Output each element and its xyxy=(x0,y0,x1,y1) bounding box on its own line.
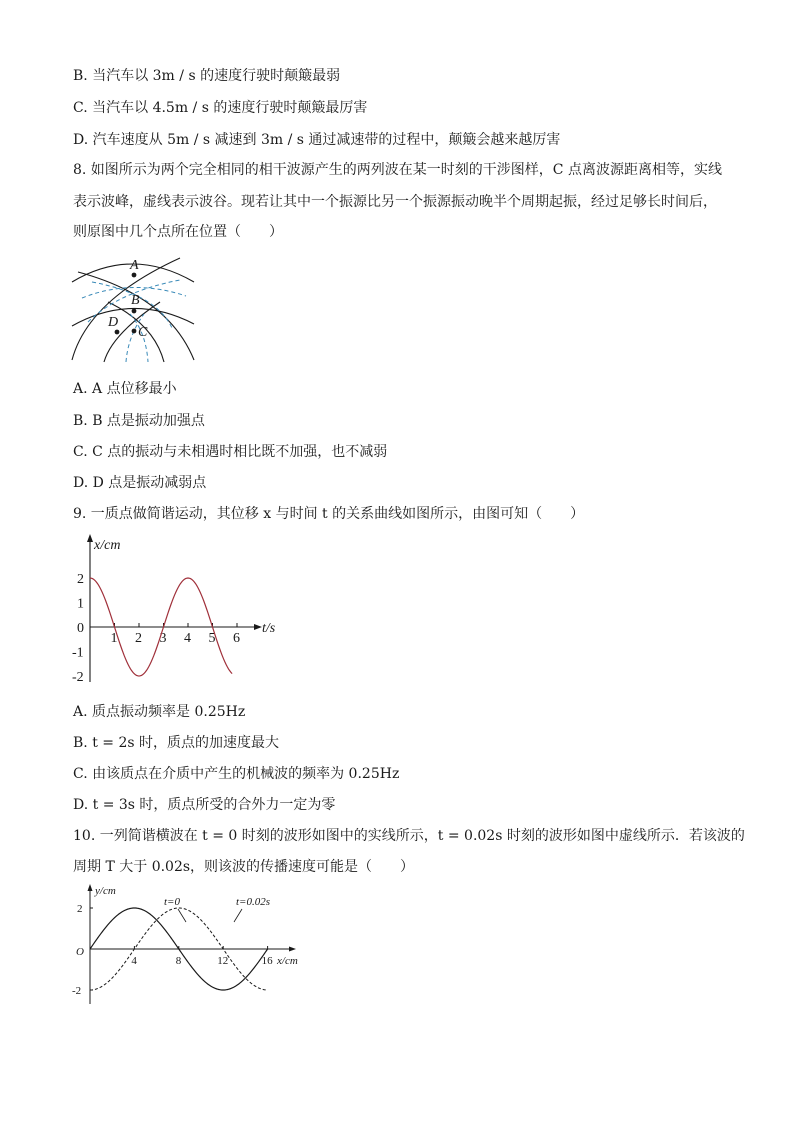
chart1-x-tick-label: 3 xyxy=(159,631,167,646)
label-b: B xyxy=(131,293,140,308)
chart2-x-tick-label: 16 xyxy=(261,955,273,967)
chart1-y-tick-label: 1 xyxy=(77,596,84,612)
q8-option-b: B. B 点是振动加强点 xyxy=(73,413,205,429)
q9-option-a: A. 质点振动频率是 0.25Hz xyxy=(73,704,246,720)
q8-stem-line-2: 表示波峰，虚线表示波谷。现若让其中一个振源比另一个振源振动晚半个周期起振，经过足够长时间后， xyxy=(73,194,717,210)
chart2-legend-t002: t=0.02s xyxy=(236,896,271,908)
q9-option-c: C. 由该质点在介质中产生的机械波的频率为 0.25Hz xyxy=(73,766,400,782)
chart2-x-arrow xyxy=(289,947,296,952)
point-d xyxy=(115,330,120,335)
q7-option-b: B. 当汽车以 3m / s 的速度行驶时颠簸最弱 xyxy=(73,68,341,84)
chart1-x-tick-label: 4 xyxy=(184,631,191,646)
chart1-y-tick-label: 2 xyxy=(77,572,84,587)
chart1-x-arrow xyxy=(254,624,262,630)
chart2-x-tick-label: 12 xyxy=(217,955,229,967)
transverse-wave-chart xyxy=(70,880,310,1008)
chart1-x-tick-label: 6 xyxy=(233,631,240,646)
chart1-y-tick-label: -1 xyxy=(72,645,84,661)
label-d: D xyxy=(108,315,119,330)
chart2-y-label: y/cm xyxy=(95,885,116,897)
chart2-y-tick-label: 2 xyxy=(77,903,83,915)
q8-option-c: C. C 点的振动与未相遇时相比既不加强，也不减弱 xyxy=(73,444,388,460)
chart2-y-arrow xyxy=(88,884,93,891)
q7-option-d: D. 汽车速度从 5m / s 减速到 3m / s 通过减速带的过程中，颠簸会越来越厉害 xyxy=(73,132,561,148)
chart2-origin-label: O xyxy=(76,946,84,958)
interference-figure xyxy=(68,252,200,364)
chart1-y-arrow xyxy=(87,534,93,542)
chart2-legend-leader-t002 xyxy=(234,909,242,922)
point-b xyxy=(132,309,137,314)
chart2-legend-t0: t=0 xyxy=(164,896,180,908)
q7-option-c: C. 当汽车以 4.5m / s 的速度行驶时颠簸最厉害 xyxy=(73,100,368,116)
chart2-x-tick-label: 4 xyxy=(131,955,137,967)
chart2-y-tick-label: -2 xyxy=(72,985,82,997)
q9-stem: 9. 一质点做简谐运动，其位移 x 与时间 t 的关系曲线如图所示，由图可知（ ） xyxy=(73,506,585,522)
q10-stem-line-2: 周期 T 大于 0.02s，则该波的传播速度可能是（ ） xyxy=(73,859,415,875)
point-a xyxy=(132,273,137,278)
chart2-x-label: x/cm xyxy=(277,955,298,967)
point-c xyxy=(132,329,137,334)
chart2-x-tick-label: 8 xyxy=(175,955,182,967)
chart1-x-tick-label: 5 xyxy=(208,631,216,646)
chart1-x-label: t/s xyxy=(262,621,276,636)
chart1-y-label: x/cm xyxy=(94,538,121,553)
q8-stem-line-1: 8. 如图所示为两个完全相同的相干波源产生的两列波在某一时刻的干涉图样，C 点离波源距离相等，实线 xyxy=(73,162,722,178)
shm-displacement-chart xyxy=(70,532,290,692)
q8-stem-line-3: 则原图中几个点所在位置（ ） xyxy=(73,224,283,240)
chart1-y-tick-label: 0 xyxy=(77,621,84,636)
q8-option-d: D. D 点是振动减弱点 xyxy=(73,475,207,491)
chart1-x-tick-label: 2 xyxy=(135,631,142,646)
label-c: C xyxy=(138,325,148,340)
chart1-y-tick-label: -2 xyxy=(72,670,84,685)
label-a: A xyxy=(130,258,139,273)
q9-option-b: B. t = 2s 时，质点的加速度最大 xyxy=(73,735,279,751)
chart1-x-tick-label: 1 xyxy=(110,631,118,646)
q10-stem-line-1: 10. 一列简谐横波在 t = 0 时刻的波形如图中的实线所示，t = 0.02s 时刻的波形如图中虚线所示．若该波的 xyxy=(73,828,745,844)
q8-option-a: A. A 点位移最小 xyxy=(73,381,177,397)
q9-option-d: D. t = 3s 时，质点所受的合外力一定为零 xyxy=(73,797,336,813)
chart2-legend-leader-t0 xyxy=(178,909,186,922)
